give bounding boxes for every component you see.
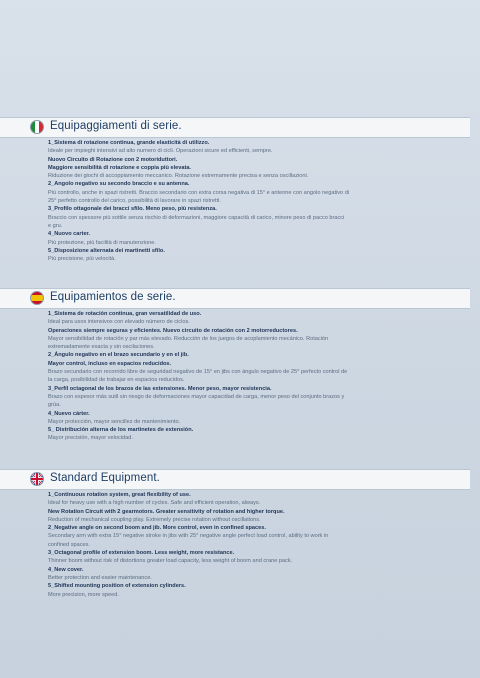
italy-flag-icon [30, 120, 44, 134]
feature-description: Più precisione, più velocità. [48, 256, 116, 263]
feature-heading: 5_ Distribución alterna de los martinetes de extensión. [48, 427, 194, 434]
feature-description: Più controllo, anche in spazi ristretti. Braccio secondario con extra corsa negativa di 15° e antenne con angolo negativo di [48, 189, 350, 196]
feature-description: Ideale per impieghi intensivi ad alto numero di cicli. Operazioni sicure ed efficienti, sempre. [48, 148, 273, 155]
feature-description: Thinner boom without risk of distortions greater load capacity, less weight of boom and crane pack. [48, 558, 293, 565]
feature-heading: 2_Negative angle on second boom and jib. More control, even in confined spaces. [48, 525, 266, 532]
feature-description: Reduction of mechanical coupling play. Extremely precise rotation without oscillations. [48, 516, 261, 523]
feature-description: Better protection and easier maintenance. [48, 574, 152, 581]
feature-description: Riduzione dei giochi di accoppiamento meccanico. Rotazione estremamente precisa e senza oscillazioni. [48, 173, 309, 180]
feature-list [48, 491, 462, 599]
spain-flag-icon [30, 291, 44, 305]
feature-description: Mayor sensibilidad de rotación y par más elevado. Reducción de los juegos de acoplamiento mecánico. Rotación [48, 335, 329, 342]
feature-list [48, 139, 462, 263]
feature-description: extremadamente exacta y sin oscilaciones. [48, 344, 155, 351]
feature-description: Brazo secundario con recorrido libre de seguridad negativo de 15° en jibs con ángulo negativo de 25° perfecto control de [48, 369, 348, 376]
section-header [0, 117, 470, 138]
feature-description: Mayor precisión, mayor velocidad. [48, 435, 133, 442]
feature-description: la carga, posibilidad de trabajar en espacios reducidos. [48, 377, 185, 384]
feature-heading: 4_Nuevo cárter. [48, 410, 90, 417]
feature-heading: 2_Ángulo negativo en el brazo secundario y en el jib. [48, 352, 189, 359]
feature-description: grúa. [48, 402, 61, 409]
section-title: Equipaggiamenti di serie. [50, 120, 182, 132]
feature-description: More precision, more speed. [48, 591, 119, 598]
feature-heading: 3_Profilo ottagonale dei bracci sfilo. Meno peso, più resistenza. [48, 206, 217, 213]
feature-heading: 3_Octagonal profile of extension boom. Less weight, more resistance. [48, 550, 235, 557]
section-header [0, 288, 470, 309]
feature-heading: Nuovo Circuito di Rotazione con 2 motoriduttori. [48, 156, 178, 163]
section-header [0, 469, 470, 490]
feature-heading: 4_Nuovo carter. [48, 231, 90, 238]
feature-description: Brazo con espesor más sutil sin riesgo de deformaciones mayor capacidad de carga, menor peso del conjunto brazos y [48, 393, 345, 400]
feature-description: 25° perfetto controllo del carico, possibilità di lavorare in spazi ristretti. [48, 198, 221, 205]
feature-heading: 1_Continuous rotation system, great flexibility of use. [48, 492, 191, 498]
feature-list [48, 310, 462, 443]
feature-heading: 4_New cover. [48, 566, 84, 573]
feature-heading: 1_Sistema de rotación continua, gran versatilidad de uso. [48, 311, 202, 317]
feature-description: confined spaces. [48, 541, 90, 548]
feature-description: Ideal para usos intensivos con elevado número de ciclos. [48, 319, 190, 326]
feature-heading: 2_Angolo negativo su secondo braccio e su antenna. [48, 181, 190, 188]
section-english [0, 469, 480, 598]
feature-heading: Mayor control, incluso en espacios reducidos. [48, 360, 172, 367]
feature-heading: 1_Sistema di rotazione continua, grande elasticità di utilizzo. [48, 140, 210, 146]
feature-description: Più protezione, più facilità di manutenzione. [48, 239, 156, 246]
section-title: Standard Equipment. [50, 472, 160, 484]
section-title: Equipamientos de serie. [50, 291, 176, 303]
feature-heading: 3_Perfil octagonal de los brazos de las extensiones. Menor peso, mayor resistencia. [48, 385, 272, 392]
feature-description: Secondary arm with extra 15° negative stroke in jibs with 25° negative angle perfect load control, ability to work in [48, 533, 329, 540]
section-italian [0, 117, 480, 263]
section-spanish [0, 288, 480, 442]
feature-heading: 5_Disposizione alternata dei martinetti sfilo. [48, 247, 165, 254]
uk-flag-icon [30, 472, 44, 486]
feature-heading: New Rotation Circuit with 2 gearmotors. Greater sensitivity of rotation and higher torque. [48, 508, 285, 515]
feature-heading: Operaciones siempre seguras y eficientes. Nuevo circuito de rotación con 2 motorreductores. [48, 327, 298, 334]
feature-description: e gru. [48, 222, 63, 229]
feature-description: Ideal for heavy use with a high number of cycles. Safe and efficient operation, always. [48, 500, 261, 507]
feature-heading: 5_Shifted mounting position of extension cylinders. [48, 583, 186, 590]
feature-description: Mayor protección, mayor sencillez de mantenimiento. [48, 418, 181, 425]
feature-description: Braccio con spessore più sottile senza rischio di deformazioni, maggiore capacità di carico, minore peso di pacco bracci [48, 214, 345, 221]
feature-heading: Maggiore sensibilità di rotazione e coppia più elevata. [48, 164, 191, 171]
